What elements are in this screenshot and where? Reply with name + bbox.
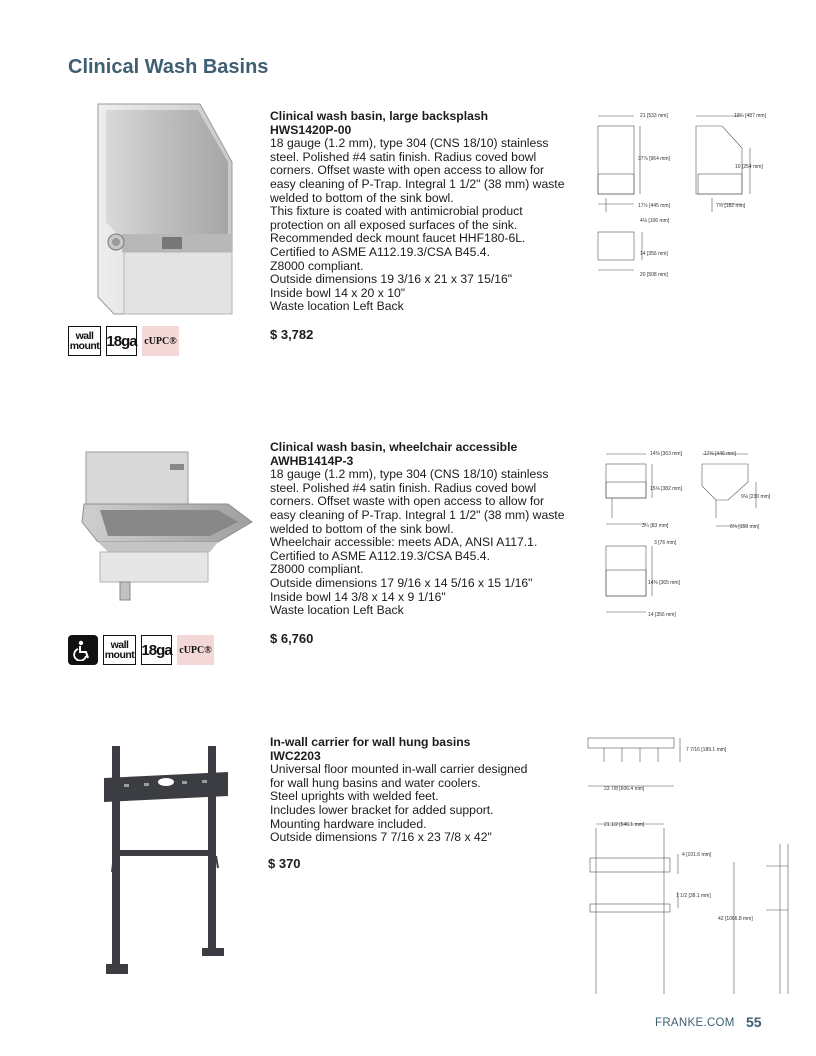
spec-line: protection on all exposed surfaces of the sink.	[270, 217, 518, 232]
dim-label: 21 1/2 [546.1 mm]	[604, 822, 645, 828]
spec-line: easy cleaning of P-Trap. Integral 1 1/2" (38 mm) waste	[270, 507, 565, 522]
spec-line: corners. Offset waste with open access to allow for	[270, 163, 545, 178]
spec-line: Universal floor mounted in-wall carrier designed	[270, 762, 528, 777]
spec-line: Waste location Left Back	[270, 603, 404, 618]
dimension-drawing	[592, 108, 782, 280]
gauge-badge: 18ga	[141, 635, 172, 665]
spec-line: Z8000 compliant.	[270, 562, 364, 577]
dim-label: 1 1/2 [38.1 mm]	[676, 893, 711, 899]
spec-line: steel. Polished #4 satin finish. Radius coved bowl	[270, 149, 537, 164]
spec-line: 18 gauge (1.2 mm), type 304 (CNS 18/10) stainless	[270, 136, 549, 151]
spec-line: This fixture is coated with antimicrobial product	[270, 204, 523, 219]
spec-line: Waste location Left Back	[270, 299, 404, 314]
dim-label: 7¼ [182 mm]	[716, 203, 746, 209]
spec-line: Steel uprights with welded feet.	[270, 789, 439, 804]
in-wall-carrier-photo	[104, 742, 234, 978]
spec-line: Recommended deck mount faucet HHF180-6L.	[270, 231, 526, 246]
spec-line: Wheelchair accessible: meets ADA, ANSI A117.1.	[270, 535, 538, 550]
certification-badges	[68, 326, 179, 356]
spec-line: Z8000 compliant.	[270, 258, 364, 273]
wall-mount-badge: wall mount	[68, 326, 101, 356]
page-title: Clinical Wash Basins	[68, 56, 269, 78]
dim-label: 9⅛ [230 mm]	[741, 494, 771, 500]
upc-badge: cUPC®	[177, 635, 214, 665]
certification-badges	[68, 635, 214, 665]
spec-line: Inside bowl 14 3/8 x 14 x 9 1/16"	[270, 589, 446, 604]
spec-line: steel. Polished #4 satin finish. Radius coved bowl	[270, 480, 537, 495]
dim-label: 7 7/16 [189.1 mm]	[686, 747, 727, 753]
dim-label: 20 [508 mm]	[640, 272, 668, 278]
spec-line: Includes lower bracket for added support.	[270, 802, 494, 817]
wall-mount-badge: wall mount	[103, 635, 136, 665]
dim-label: 17½ [445 mm]	[638, 203, 670, 209]
footer-website: FRANKE.COM	[655, 1017, 735, 1029]
spec-line: Outside dimensions 19 3/16 x 21 x 37 15/16"	[270, 272, 513, 287]
spec-line: Certified to ASME A112.19.3/CSA B45.4.	[270, 244, 490, 259]
product-model: HWS1420P-00	[270, 122, 352, 137]
spec-line: welded to bottom of the sink bowl.	[270, 190, 454, 205]
spec-line: Outside dimensions 17 9/16 x 14 5/16 x 15 1/16"	[270, 575, 533, 590]
spec-line: easy cleaning of P-Trap. Integral 1 1/2" (38 mm) waste	[270, 176, 565, 191]
dimension-drawing	[584, 732, 794, 998]
spec-line: Outside dimensions 7 7/16 x 23 7/8 x 42"	[270, 830, 492, 845]
spec-line: Certified to ASME A112.19.3/CSA B45.4.	[270, 548, 490, 563]
spec-line: Mounting hardware included.	[270, 816, 427, 831]
product-title: In-wall carrier for wall hung basins	[270, 735, 471, 749]
gauge-badge: 18ga	[106, 326, 137, 356]
dim-label: 4 [101.6 mm]	[682, 852, 712, 858]
product-title: Clinical wash basin, wheelchair accessible	[270, 440, 518, 454]
product-price: $ 370	[268, 856, 301, 871]
product-description	[270, 441, 590, 618]
basin-backsplash-photo	[84, 102, 236, 316]
dim-label: 14 [356 mm]	[640, 251, 668, 257]
dim-label: 10 [254 mm]	[735, 164, 763, 170]
dim-label: 14 [356 mm]	[648, 612, 676, 618]
product-price: $ 6,760	[270, 631, 314, 646]
dim-label: 14⅜ [365 mm]	[648, 580, 680, 586]
product-description	[270, 110, 590, 314]
dim-label: 4⅛ [106 mm]	[640, 218, 670, 224]
dimension-drawing	[598, 446, 788, 618]
product-description	[270, 736, 590, 845]
product-model: IWC2203	[270, 748, 321, 763]
dim-label: 19¾ [487 mm]	[734, 113, 766, 119]
product-model: AWHB1414P-3	[270, 453, 354, 468]
dim-label: 6¼ [159 mm]	[730, 524, 760, 530]
dim-label: 21 [533 mm]	[640, 113, 668, 119]
dim-label: 14⅜ [363 mm]	[650, 451, 682, 457]
dim-label: 17⅝ [446 mm]	[704, 451, 736, 457]
dim-label: 42 [1066.8 mm]	[718, 916, 753, 922]
product-price: $ 3,782	[270, 327, 314, 342]
dim-label: 3¼ [83 mm]	[642, 523, 669, 529]
spec-line: 18 gauge (1.2 mm), type 304 (CNS 18/10) stainless	[270, 467, 549, 482]
dim-label: 37⅞ [964 mm]	[638, 156, 670, 162]
page-number: 55	[746, 1014, 762, 1030]
spec-line: Inside bowl 14 x 20 x 10"	[270, 285, 406, 300]
spec-line: for wall hung basins and water coolers.	[270, 775, 481, 790]
basin-wheelchair-photo	[78, 446, 254, 602]
spec-line: corners. Offset waste with open access to allow for	[270, 494, 545, 509]
dim-label: 3 [76 mm]	[654, 540, 677, 546]
product-title: Clinical wash basin, large backsplash	[270, 109, 489, 123]
dim-label: 15⅛ [382 mm]	[650, 486, 682, 492]
upc-badge: cUPC®	[142, 326, 179, 356]
wheelchair-icon	[68, 635, 98, 665]
spec-line: welded to bottom of the sink bowl.	[270, 521, 454, 536]
dim-label: 23 7/8 [606.4 mm]	[604, 786, 645, 792]
